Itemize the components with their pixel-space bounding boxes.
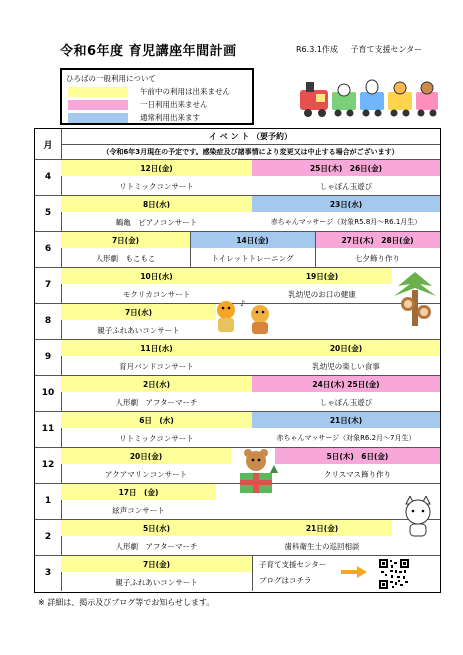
blog-label: 子育て支援センター <box>259 559 327 569</box>
event-date: 5日(木) 6日(金) <box>275 448 440 464</box>
event-date: 21日(金) <box>252 520 392 536</box>
month-cell: 1 <box>44 496 52 506</box>
legend-swatch-pink <box>68 100 128 110</box>
event-date: 23日(水) <box>252 196 440 212</box>
month-cell: 12 <box>41 460 55 470</box>
event-date: 2日(水) <box>61 376 252 392</box>
blog-link-text[interactable]: ブログはコチラ <box>259 575 312 585</box>
event-name: モクリカコンサート <box>122 289 191 299</box>
event-name: リトミックコンサート <box>119 181 194 191</box>
legend-item <box>68 86 230 97</box>
month-cell: 2 <box>44 532 52 542</box>
legend-label: 一日利用出来ません <box>140 100 208 109</box>
month-cell: 4 <box>44 172 52 182</box>
event-date: 11日(水) <box>61 340 252 356</box>
event-date: 5日(水) <box>61 520 252 536</box>
animal-band-illustration <box>212 296 278 338</box>
event-name: 乳幼児のお口の健康 <box>288 289 356 299</box>
event-date: 7日(金) <box>61 232 190 248</box>
legend-swatch-blue <box>68 113 128 123</box>
header-info <box>296 44 432 55</box>
event-name: 乳幼児の楽しい食事 <box>312 361 380 371</box>
schedule-note: （令和6年3月現在の予定です。感染症及び諸事情により変更又は中止する場合がございます） <box>102 147 399 156</box>
event-name: 絃声コンサート <box>112 505 165 515</box>
date-created: R6.3.1作成 <box>296 45 338 54</box>
footnote: ※ 詳細は、掲示及びブログ等でお知らせします。 <box>38 598 215 607</box>
event-name: 赤ちゃんマッサージ（対象R6.2月～7月生） <box>276 434 416 442</box>
event-date: 7日(水) <box>61 304 216 320</box>
event-name: 人形劇 アフターマーチ <box>115 397 198 407</box>
event-name: 育月バンドコンサート <box>119 361 194 371</box>
cat-illustration <box>398 496 438 538</box>
organization-name: 子育て支援センター <box>350 45 423 54</box>
event-date: 27日(木) 28日(金) <box>315 232 440 248</box>
legend-heading: ひろばの一般利用について <box>66 74 156 83</box>
month-cell: 5 <box>44 208 52 218</box>
event-name: クリスマス飾り作り <box>323 469 392 479</box>
legend-item <box>68 112 200 123</box>
month-column-header: 月 <box>43 140 53 151</box>
event-date: 7日(金) <box>61 556 252 572</box>
monkey-tree-illustration <box>390 268 440 328</box>
event-table <box>34 128 441 593</box>
event-name: アクアマリンコンサート <box>104 469 188 479</box>
bear-gift-illustration <box>234 447 280 497</box>
event-date: 24日(木) 25日(金) <box>252 376 440 392</box>
event-date: 21日(木) <box>252 412 440 428</box>
page-title: 令和6年度 育児講座年間計画 <box>60 44 237 59</box>
event-name: 人形劇 アフターマーチ <box>115 541 198 551</box>
event-date: 12日(金) <box>61 160 252 176</box>
svg-text:♪: ♪ <box>240 299 246 308</box>
event-name: 赤ちゃんマッサージ（対象R5.8月～R6.1月生） <box>270 218 422 226</box>
event-name: 鶴亀 ピアノコンサート <box>115 217 198 227</box>
event-name: しゃぼん玉遊び <box>319 181 373 191</box>
event-name: 親子ふれあいコンサート <box>97 325 180 335</box>
legend-label: 通常利用出来ます <box>140 113 200 122</box>
legend-label: 午前中の利用は出来ません <box>140 87 230 96</box>
event-name: 歯科衛生士の巡回相談 <box>284 541 360 551</box>
event-column-header: イ ベ ン ト （要予約） <box>208 132 293 141</box>
event-date: 19日(金) <box>252 268 392 284</box>
legend-swatch-yellow <box>68 87 128 97</box>
month-cell: 7 <box>44 280 52 290</box>
event-name: 人形劇 もこもこ <box>95 253 156 263</box>
train-illustration <box>296 76 442 122</box>
event-date: 10日(水) <box>61 268 252 284</box>
month-cell: 11 <box>41 424 55 434</box>
month-cell: 9 <box>44 352 52 362</box>
month-cell: 10 <box>41 388 55 398</box>
event-date: 8日(水) <box>61 196 252 212</box>
event-date: 14日(金) <box>190 232 315 248</box>
event-date: 6日 (水) <box>61 412 252 428</box>
month-cell: 3 <box>44 568 52 578</box>
legend-item <box>68 99 208 110</box>
month-cell: 6 <box>44 244 52 254</box>
event-date: 25日(木) 26日(金) <box>252 160 440 176</box>
month-cell: 8 <box>44 316 52 326</box>
legend-box <box>60 68 254 125</box>
event-name: 七夕飾り作り <box>355 253 400 263</box>
event-name: トイレットトレーニング <box>211 253 294 263</box>
event-date: 20日(金) <box>252 340 440 356</box>
event-date: 20日(金) <box>61 448 231 464</box>
event-name: しゃぼん玉遊び <box>319 397 373 407</box>
qr-code-icon[interactable] <box>379 559 409 589</box>
event-name: リトミックコンサート <box>119 433 194 443</box>
arrow-right-icon <box>341 566 367 578</box>
event-name: 親子ふれあいコンサート <box>115 577 198 587</box>
event-date: 17日 (金) <box>61 484 216 500</box>
